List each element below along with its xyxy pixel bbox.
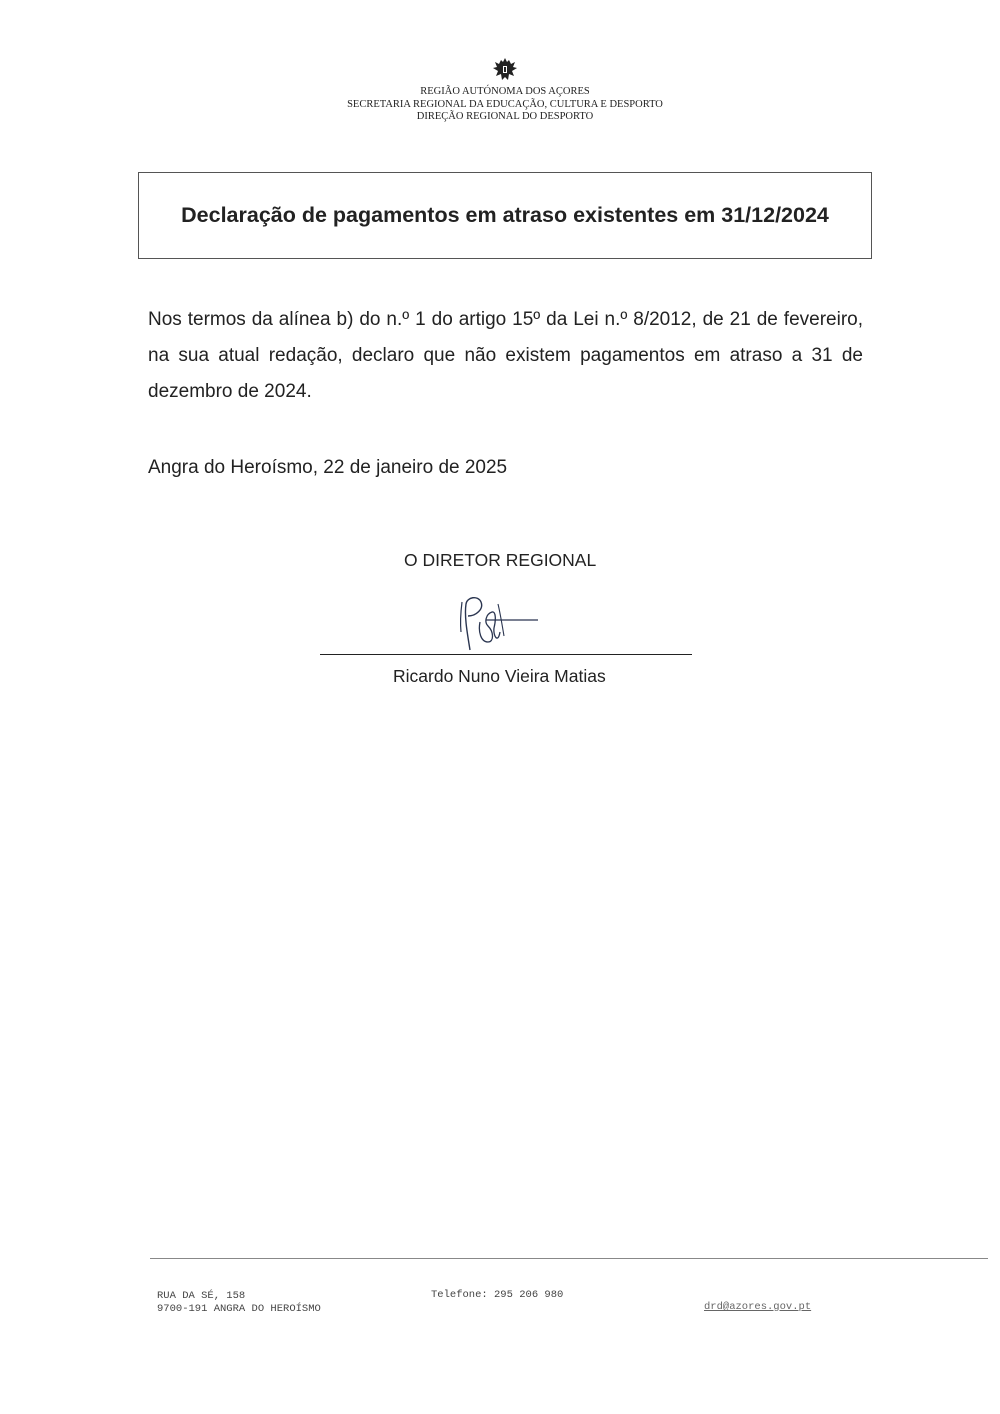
institution-header — [200, 86, 810, 124]
place-date: Angra do Heroísmo, 22 de janeiro de 2025 — [148, 457, 508, 478]
signer-name: Ricardo Nuno Vieira Matias — [393, 666, 606, 686]
signature-line — [320, 654, 692, 655]
footer-phone: Telefone: 295 206 980 — [431, 1289, 564, 1301]
declaration-paragraph: Nos termos da alínea b) do n.º 1 do artigo 15º da Lei n.º 8/2012, de 21 de fevereiro, na sua atual redação, declaro que não existem pagamentos em atraso a 31 de dezembro de 2024. — [148, 309, 863, 402]
footer-email-link[interactable]: drd@azores.gov.pt — [704, 1301, 812, 1313]
handwritten-signature — [448, 592, 548, 654]
signer-role: O DIRETOR REGIONAL — [404, 550, 597, 570]
footer-address-line1: RUA DA SÉ, 158 — [157, 1290, 246, 1302]
footer-address — [157, 1290, 321, 1315]
azores-crest-icon — [490, 55, 520, 85]
footer-divider — [150, 1258, 988, 1259]
footer-address-line2: 9700-191 ANGRA DO HEROÍSMO — [157, 1302, 321, 1315]
header-region: REGIÃO AUTÓNOMA DOS AÇORES — [420, 86, 590, 97]
header-secretariat: SECRETARIA REGIONAL DA EDUCAÇÃO, CULTURA E DESPORTO — [347, 98, 663, 110]
document-title: Declaração de pagamentos em atraso existentes em 31/12/2024 — [181, 203, 829, 227]
header-directorate: DIREÇÃO REGIONAL DO DESPORTO — [416, 111, 594, 122]
title-box — [138, 172, 872, 259]
